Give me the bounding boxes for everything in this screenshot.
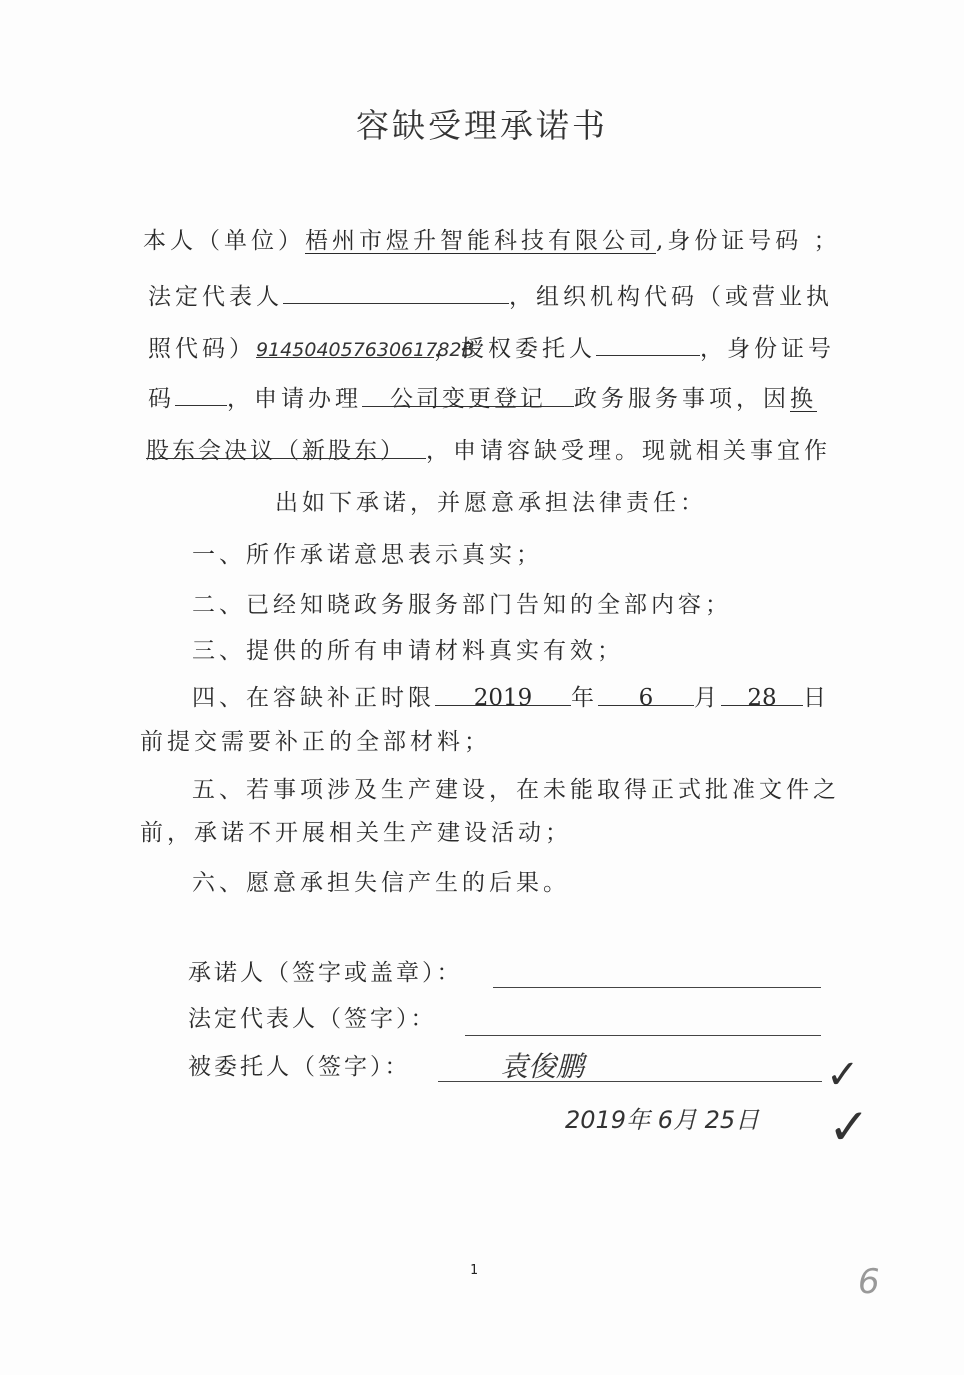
handwritten-date: 2019年 6月 25日 (565, 1106, 760, 1134)
pencil-page-mark: 6 (858, 1262, 880, 1302)
legal-rep-signature-line (465, 1035, 821, 1036)
page-number: 1 (470, 1263, 478, 1278)
label-year: 年 (571, 685, 598, 711)
deadline-year: 2019 (435, 683, 571, 706)
label-license-code: 照代码） (148, 336, 256, 362)
legal-rep-signature-label: 法定代表人（签字）： (188, 1006, 437, 1032)
label-org-code: ，组织机构代码（或营业执 (509, 284, 833, 310)
intro-line-4 (148, 383, 817, 414)
trustee-blank (596, 333, 700, 356)
reason-part-2: 股东会决议（新股东） (146, 436, 426, 459)
label-service-item: 政务服务事项，因 (574, 386, 790, 412)
intro-line-5 (146, 436, 831, 466)
item-5-line-2: 前，承诺不开展相关生产建设活动； (140, 820, 572, 846)
company-name: 梧州市煜升智能科技有限公司 (305, 228, 656, 254)
item-4-line-2: 前提交需要补正的全部材料； (140, 729, 491, 755)
intro-line-1 (143, 226, 841, 256)
trustee-handwritten-signature: 袁俊鹏 (500, 1050, 585, 1083)
trustee-signature-line (438, 1081, 822, 1082)
deadline-month: 6 (598, 683, 694, 706)
label-apply: ，申请办理 (227, 386, 362, 412)
reason-part-1: 换 (790, 386, 817, 412)
promisor-signature-line (493, 987, 821, 988)
label-trustee: ，授权委托人 (434, 336, 596, 362)
item-2: 二、已经知晓政务服务部门告知的全部内容； (192, 592, 732, 618)
trustee-signature-label: 被委托人（签字）： (188, 1054, 411, 1080)
matter-name: 公司变更登记 (362, 384, 574, 407)
promisor-label: 承诺人（签字或盖章）： (188, 960, 463, 986)
label-trustee-id: ，身份证号 (700, 336, 835, 362)
label-deadline: 四、在容缺补正时限 (192, 685, 435, 711)
trustee-id-blank (175, 383, 227, 406)
legal-rep-blank (283, 281, 509, 304)
document-title: 容缺受理承诺书 (356, 106, 608, 145)
label-month: 月 (694, 685, 721, 711)
label-applicant: 本人（单位） (143, 228, 305, 254)
deadline-day: 28 (721, 683, 803, 706)
label-day: 日 (803, 685, 830, 711)
check-mark-icon: ✓ (828, 1098, 870, 1156)
label-legal-rep: 法定代表人 (148, 284, 283, 310)
org-code-handwritten: 91450405763061782B (256, 335, 434, 358)
item-1: 一、所作承诺意思表示真实； (192, 542, 543, 568)
item-3: 三、提供的所有申请材料真实有效； (192, 638, 624, 664)
item-5-line-1: 五、若事项涉及生产建设，在未能取得正式批准文件之 (192, 777, 840, 803)
item-4-line-1 (192, 683, 830, 713)
label-id-number: ,身份证号码 ； (656, 228, 841, 254)
item-6: 六、愿意承担失信产生的后果。 (192, 870, 570, 896)
label-apply-acceptance: ，申请容缺受理。现就相关事宜作 (426, 438, 831, 464)
label-code: 码 (148, 386, 175, 412)
check-mark-icon: ✓ (826, 1052, 860, 1098)
intro-line-3 (148, 333, 835, 364)
intro-line-2 (148, 281, 833, 312)
intro-line-6: 出如下承诺，并愿意承担法律责任： (275, 490, 707, 516)
